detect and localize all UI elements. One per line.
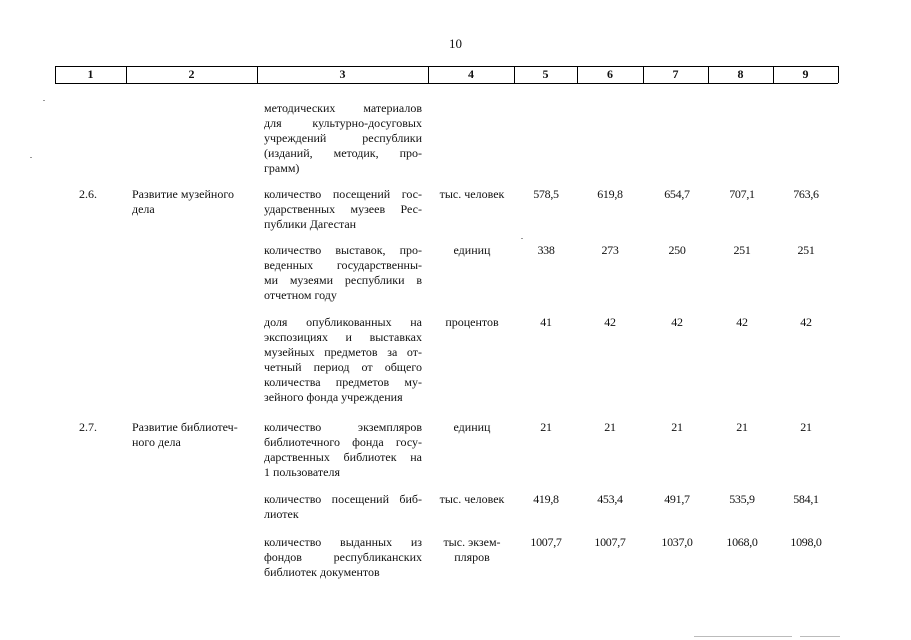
indicator-line: количество экземпляров	[264, 420, 422, 434]
value-cell: 578,5	[533, 187, 559, 201]
section-title-line: Развитие музейного	[132, 187, 234, 201]
header-col-7: 7	[672, 67, 679, 81]
value-cell: 21	[800, 420, 812, 434]
value-cell: 535,9	[729, 492, 755, 506]
value-cell: 41	[540, 315, 552, 329]
indicator-line: количество посещений биб-	[264, 492, 422, 506]
header-col-4: 4	[468, 67, 474, 81]
indicator-line: грамм)	[264, 161, 300, 175]
indicator-line: 1 пользователя	[264, 465, 340, 479]
section-title-line: ного дела	[132, 435, 181, 449]
value-cell: 21	[604, 420, 616, 434]
value-cell: 251	[797, 243, 815, 257]
indicator-line: ударственных музеев Рес-	[264, 202, 422, 216]
scan-speck	[30, 157, 32, 158]
header-col-1: 1	[87, 67, 94, 81]
unit-cell: тыс. человек	[439, 187, 505, 201]
scan-speck	[521, 238, 523, 239]
indicator-line: фондов республиканских	[264, 550, 422, 564]
scan-line	[800, 636, 840, 637]
value-cell: 491,7	[664, 492, 690, 506]
indicator-line: четный период от общего	[264, 360, 422, 374]
indicator-line: музейных предметов за от-	[264, 345, 422, 359]
value-cell: 42	[800, 315, 812, 329]
indicator-line: публики Дагестан	[264, 217, 357, 231]
unit-cell: единиц	[453, 243, 491, 257]
header-bottom-rule	[55, 83, 838, 84]
header-col-8: 8	[737, 67, 744, 81]
indicator-line: количество посещений гос-	[264, 187, 422, 201]
section-title-line: дела	[132, 202, 155, 216]
header-col-9: 9	[802, 67, 809, 81]
section-number: 2.6.	[79, 187, 97, 201]
indicator-line: экспозициях и выставках	[264, 330, 422, 344]
value-cell: 273	[601, 243, 619, 257]
value-cell: 251	[733, 243, 751, 257]
indicator-line: учреждений республики	[264, 131, 422, 145]
indicator-line: отчетном году	[264, 288, 337, 302]
value-cell: 763,6	[793, 187, 819, 201]
value-cell: 1007,7	[594, 535, 626, 549]
section-title-line: Развитие библиотеч-	[132, 420, 238, 434]
scan-speck	[43, 100, 45, 101]
indicator-line: ми музеями республики в	[264, 273, 422, 287]
indicator-line: доля опубликованных на	[264, 315, 422, 329]
header-col-2: 2	[188, 67, 195, 81]
value-cell: 1098,0	[790, 535, 822, 549]
value-cell: 584,1	[793, 492, 819, 506]
indicator-line: (изданий, методик, про-	[264, 146, 422, 160]
header-col-5: 5	[542, 67, 549, 81]
header-col-3: 3	[339, 67, 346, 81]
value-cell: 654,7	[664, 187, 690, 201]
indicator-line: зейного фонда учреждения	[264, 390, 403, 404]
value-cell: 1007,7	[530, 535, 562, 549]
value-cell: 619,8	[597, 187, 623, 201]
value-cell: 42	[736, 315, 748, 329]
scan-line	[694, 636, 792, 637]
value-cell: 1068,0	[726, 535, 758, 549]
unit-cell: пляров	[454, 550, 490, 564]
value-cell: 21	[540, 420, 552, 434]
indicator-line: для культурно-досуговых	[264, 116, 422, 130]
value-cell: 42	[604, 315, 616, 329]
value-cell: 21	[736, 420, 748, 434]
indicator-line: дарственных библиотек на	[264, 450, 422, 464]
value-cell: 707,1	[729, 187, 755, 201]
indicator-line: количества предметов му-	[264, 375, 422, 389]
value-cell: 453,4	[597, 492, 623, 506]
section-number: 2.7.	[79, 420, 97, 434]
value-cell: 419,8	[533, 492, 559, 506]
value-cell: 42	[671, 315, 683, 329]
indicator-line: методических материалов	[264, 101, 422, 115]
indicator-line: количество выставок, про-	[264, 243, 422, 257]
indicator-line: лиотек	[264, 507, 299, 521]
indicator-line: количество выданных из	[264, 535, 422, 549]
indicator-line: библиотек документов	[264, 565, 380, 579]
value-cell: 21	[671, 420, 683, 434]
value-cell: 338	[537, 243, 555, 257]
unit-cell: единиц	[453, 420, 491, 434]
page-number: 10	[449, 36, 462, 51]
value-cell: 1037,0	[661, 535, 693, 549]
unit-cell: процентов	[445, 315, 499, 329]
unit-cell: тыс. человек	[439, 492, 505, 506]
indicator-line: веденных государственны-	[264, 258, 422, 272]
indicator-line: библиотечного фонда госу-	[264, 435, 422, 449]
unit-cell: тыс. экзем-	[443, 535, 501, 549]
value-cell: 250	[668, 243, 686, 257]
header-col-6: 6	[607, 67, 613, 81]
